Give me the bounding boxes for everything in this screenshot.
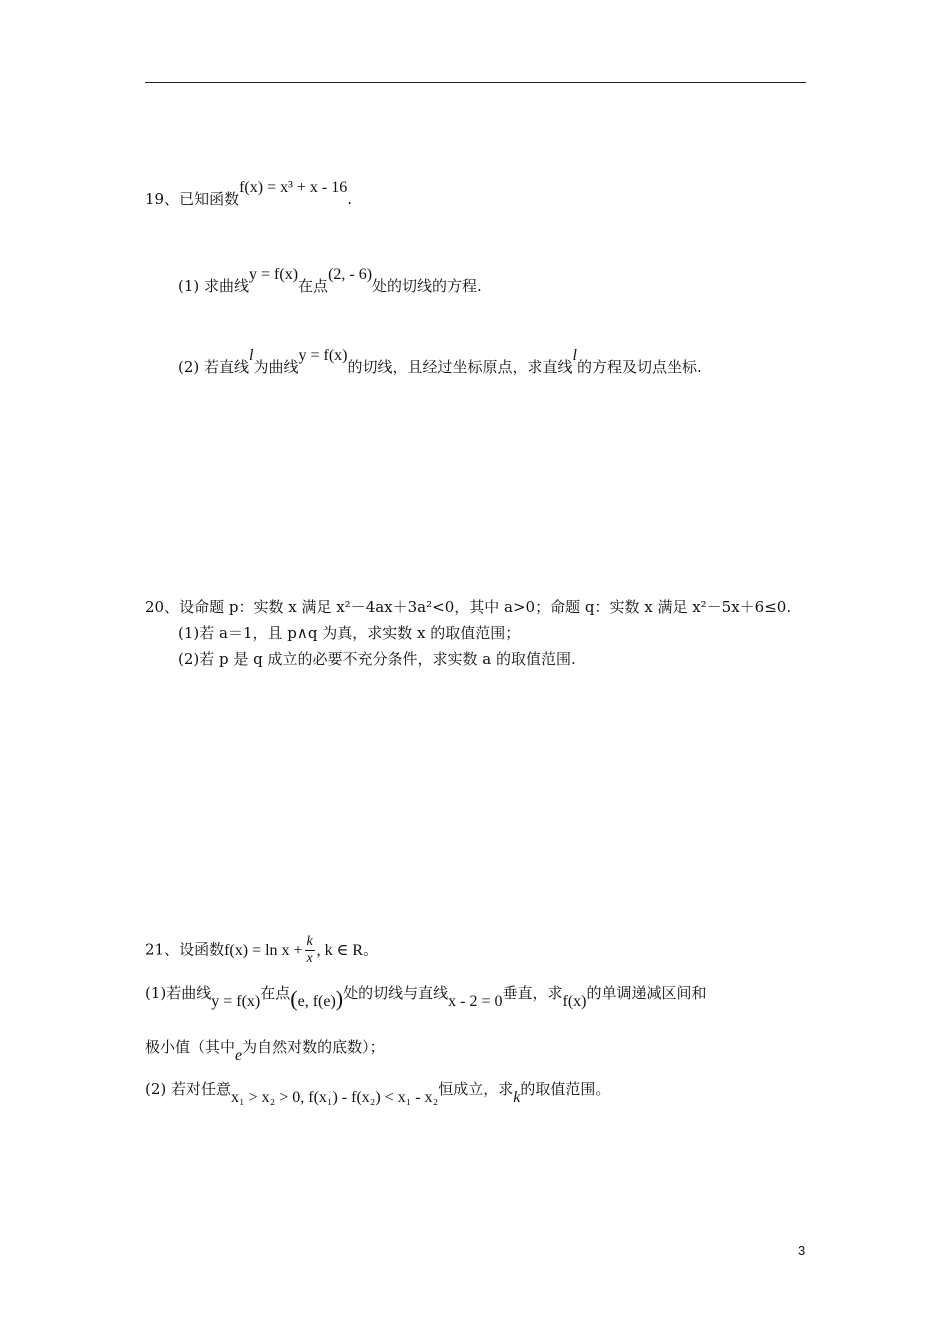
- q20-part1: (1)若 a＝1，且 p∧q 为真，求实数 x 的取值范围；: [178, 624, 521, 642]
- q21-p1-fx: f(x): [562, 993, 587, 1010]
- q19-p1-text-c: 处的切线的方程.: [372, 277, 482, 295]
- q19-p1-curve: y = f(x): [249, 266, 299, 283]
- q21-formula-a: f(x) = ln x +: [224, 941, 303, 959]
- q21-p1-cont-b: 为自然对数的底数）；: [242, 1038, 385, 1056]
- q19-p1-point: (2, - 6): [328, 266, 373, 283]
- q19-p2-line-l: l: [249, 347, 254, 364]
- q19-p2-text-a: (2) 若直线: [178, 358, 250, 376]
- q21-part1-cont: [145, 1036, 385, 1064]
- q20-part2: (2)若 p 是 q 成立的必要不充分条件，求实数 a 的取值范围.: [178, 650, 576, 668]
- q21-p1-curve: y = f(x): [211, 993, 261, 1010]
- q21-fraction: [305, 934, 315, 967]
- q21-stem-end: 。: [363, 940, 379, 959]
- q21-frac-den: x: [306, 951, 313, 966]
- q21-p1-cont-a: 极小值（其中: [145, 1038, 236, 1056]
- q21-p1-paren-open: (: [290, 986, 298, 1011]
- q20-stem: 20、设命题 p：实数 x 满足 x²－4ax＋3a²<0，其中 a>0；命题 q：实数 x 满足 x²－5x＋6≤0.: [145, 598, 792, 616]
- q19-p2-line-l2: l: [572, 347, 577, 364]
- q21-p2-text-c: 的取值范围。: [520, 1080, 611, 1098]
- q21-p1-text-b: 在点: [260, 984, 291, 1002]
- q21-p2-text-b: 恒成立，求: [438, 1080, 514, 1098]
- q19-part2: [178, 347, 702, 379]
- q19-p1-text-b: 在点: [298, 277, 329, 295]
- q21-p1-point: e, f(e): [297, 993, 336, 1010]
- q21-p1-text-c: 处的切线与直线: [343, 984, 449, 1002]
- q19-p2-curve: y = f(x): [298, 347, 348, 364]
- q21-part1: [145, 980, 707, 1011]
- q19-p1-text-a: (1) 求曲线: [178, 277, 250, 295]
- q21-p1-text-e: 的单调递减区间和: [586, 984, 707, 1002]
- q19-formula: f(x) = x³ + x - 16: [239, 179, 348, 196]
- q21-p1-text-a: (1)若曲线: [145, 984, 212, 1002]
- q21-p2-k: k: [513, 1089, 521, 1106]
- q21-p1-text-d: 垂直，求: [502, 984, 563, 1002]
- q19-stem: [145, 179, 353, 211]
- q19-p2-text-d: 的方程及切点坐标.: [576, 358, 702, 376]
- q19-stem-end: .: [347, 190, 353, 208]
- q21-stem: [145, 934, 378, 967]
- q19-part1: [178, 266, 482, 298]
- q21-formula-b: , k ∈ R: [316, 941, 364, 959]
- q21-part2: [145, 1078, 611, 1106]
- q21-p1-cont-e: e: [235, 1047, 243, 1064]
- q21-p1-line-eq: x - 2 = 0: [448, 993, 503, 1010]
- q21-p2-condition: x₁ > x₂ > 0, f(x₁) - f(x₂) < x₁ - x₂: [231, 1089, 439, 1106]
- q21-stem-text: 21、设函数: [145, 940, 225, 959]
- q19-p2-text-c: 的切线，且经过坐标原点，求直线: [347, 358, 573, 376]
- q21-p1-paren-close: ): [335, 986, 344, 1011]
- header-rule: [145, 82, 806, 83]
- q21-p2-text-a: (2) 若对任意: [145, 1080, 232, 1098]
- q19-p2-text-b: 为曲线: [253, 358, 299, 376]
- q21-frac-num: k: [306, 934, 313, 949]
- q19-stem-text: 19、已知函数: [145, 190, 240, 208]
- page-number: 3: [798, 1243, 806, 1258]
